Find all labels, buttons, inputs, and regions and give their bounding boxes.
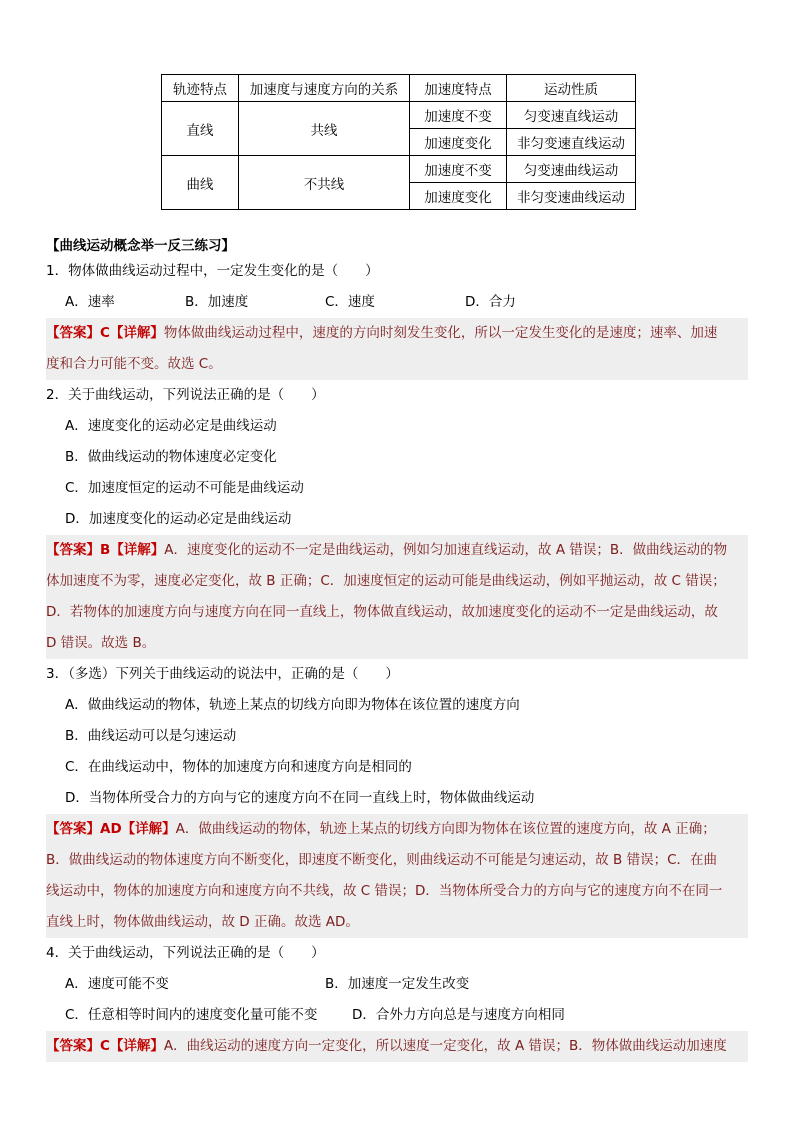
table-header-cell: 轨迹特点 <box>162 75 239 102</box>
table-header-cell: 运动性质 <box>507 75 636 102</box>
option: B．曲线运动可以是匀速运动 <box>65 728 237 744</box>
answer-tag: 【答案】B【详解】 <box>46 542 165 558</box>
option: C．加速度恒定的运动不可能是曲线运动 <box>65 480 304 496</box>
answer-tag: 【答案】AD【详解】 <box>46 821 176 837</box>
option: C．速度 <box>325 294 375 310</box>
table-cell: 加速度变化 <box>410 129 507 156</box>
table-cell: 匀变速曲线运动 <box>507 156 636 183</box>
answer-tag: 【答案】C【详解】 <box>46 1038 164 1054</box>
table-header-cell: 加速度特点 <box>410 75 507 102</box>
table-header-row <box>162 75 636 102</box>
option: B．加速度 <box>185 294 249 310</box>
table-row <box>162 102 636 129</box>
option: B．加速度一定发生改变 <box>325 976 470 992</box>
document-page <box>46 74 748 1062</box>
option-row <box>46 287 748 318</box>
answer-line: A．曲线运动的速度方向一定变化，所以速度一定变化，故 A 错误；B．物体做曲线运动加速度 <box>163 1038 727 1054</box>
answer-line: D 错误。故选 B。 <box>46 635 156 651</box>
table-cell-trajectory: 曲线 <box>162 156 239 210</box>
option-row <box>46 969 748 1000</box>
table-cell: 匀变速直线运动 <box>507 102 636 129</box>
answer-line: 物体做曲线运动过程中，速度的方向时刻发生变化，所以一定发生变化的是速度；速率、加速 <box>163 325 718 341</box>
option: D．当物体所受合力的方向与它的速度方向不在同一直线上时，物体做曲线运动 <box>65 790 535 806</box>
option: C．任意相等时间内的速度变化量可能不变 <box>65 1007 318 1023</box>
answer-line: 直线上时，物体做曲线运动，故 D 正确。故选 AD。 <box>46 914 359 930</box>
option: B．做曲线运动的物体速度必定变化 <box>65 449 277 465</box>
option: D．合力 <box>465 294 516 310</box>
question-stem: 1．物体做曲线运动过程中，一定发生变化的是（ ） <box>46 263 379 279</box>
table-cell-relation: 不共线 <box>239 156 410 210</box>
question-stem: 2．关于曲线运动，下列说法正确的是（ ） <box>46 387 325 403</box>
table-cell: 加速度不变 <box>410 156 507 183</box>
option-row <box>46 1000 748 1031</box>
section-title: 【曲线运动概念举一反三练习】 <box>46 238 235 254</box>
question-stem: 4．关于曲线运动，下列说法正确的是（ ） <box>46 945 325 961</box>
answer-line: A．做曲线运动的物体，轨迹上某点的切线方向即为物体在该位置的速度方向，故 A 正确； <box>175 821 716 837</box>
question-stem: 3．（多选）下列关于曲线运动的说法中，正确的是（ ） <box>46 666 399 682</box>
table-cell: 非匀变速曲线运动 <box>507 183 636 210</box>
answer-line: 体加速度不为零，速度必定变化，故 B 正确；C．加速度恒定的运动可能是曲线运动，例如平抛运动，故 C 错误； <box>46 573 726 589</box>
table-cell-trajectory: 直线 <box>162 102 239 156</box>
option: C．在曲线运动中，物体的加速度方向和速度方向是相同的 <box>65 759 412 775</box>
option: D．合外力方向总是与速度方向相同 <box>352 1007 565 1023</box>
table-cell: 加速度不变 <box>410 102 507 129</box>
table-cell: 非匀变速直线运动 <box>507 129 636 156</box>
answer-tag: 【答案】C【详解】 <box>46 325 164 341</box>
option: A．速度可能不变 <box>65 976 169 992</box>
option: A．速度变化的运动必定是曲线运动 <box>65 418 277 434</box>
option: A．速率 <box>65 294 115 310</box>
answer-line: B．做曲线运动的物体速度方向不断变化，即速度不断变化，则曲线运动不可能是匀速运动，故 B 错误；C．在曲 <box>46 852 718 868</box>
answer-line: 线运动中，物体的加速度方向和速度方向不共线，故 C 错误；D．当物体所受合力的方向与它的速度方向不在同一 <box>46 883 723 899</box>
option: A．做曲线运动的物体，轨迹上某点的切线方向即为物体在该位置的速度方向 <box>65 697 520 713</box>
answer-line: 度和合力可能不变。故选 C。 <box>46 356 222 372</box>
summary-table <box>161 74 636 210</box>
answer-line: A．速度变化的运动不一定是曲线运动，例如匀加速直线运动，故 A 错误；B．做曲线运动的物 <box>164 542 728 558</box>
answer-block <box>46 814 748 938</box>
answer-block <box>46 1031 748 1062</box>
table-cell: 加速度变化 <box>410 183 507 210</box>
table-row <box>162 156 636 183</box>
answer-block <box>46 318 748 380</box>
table-header-cell: 加速度与速度方向的关系 <box>239 75 410 102</box>
answer-line: D．若物体的加速度方向与速度方向在同一直线上，物体做直线运动，故加速度变化的运动不一定是曲线运动，故 <box>46 604 718 620</box>
table-cell-relation: 共线 <box>239 102 410 156</box>
answer-block <box>46 535 748 659</box>
option: D．加速度变化的运动必定是曲线运动 <box>65 511 292 527</box>
